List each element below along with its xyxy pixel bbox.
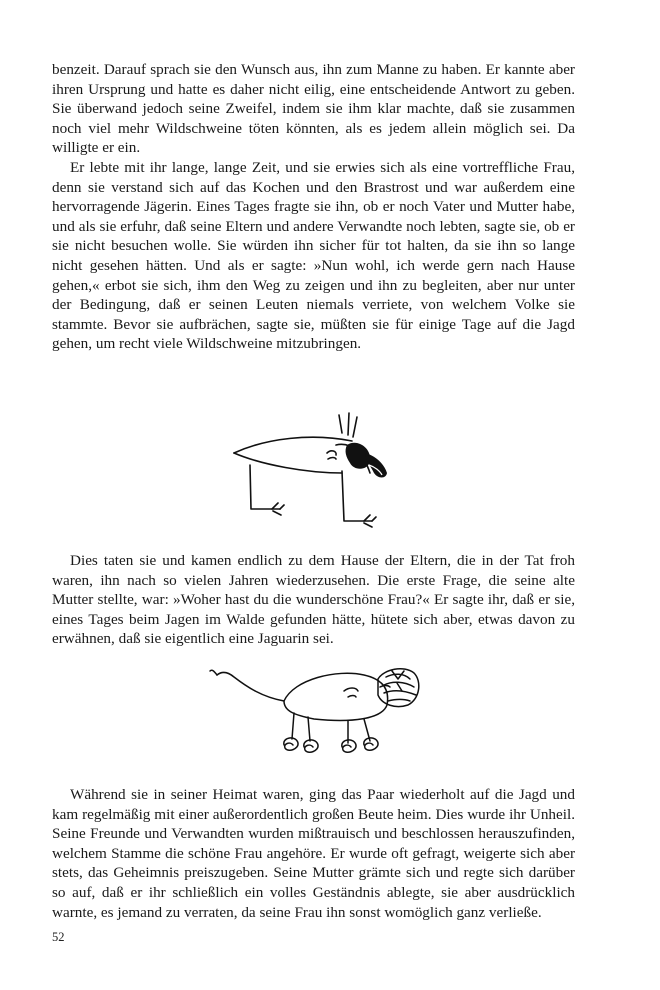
wild-boar-sketch-icon [52, 393, 575, 551]
page-number: 52 [52, 930, 65, 944]
paragraph-3: Dies taten sie und kamen endlich zu dem Hause der Eltern, die in der Tat froh waren, ihn nach so vielen Jahren wiederzusehen. Die erste Frage, die seine alte Mutter stellte, war: »Woher hast du die wunderschöne Frau?« Er sagte ihr, daß er sie, eines Tages beim Jagen im Walde gefunden hätte, hütete sich aber, etwas davon zu erwähnen, daß sie eigentlich eine Jaguarin sei. [52, 552, 575, 648]
jaguar-illustration [52, 649, 575, 785]
paragraph-2: Er lebte mit ihr lange, lange Zeit, und sie erwies sich als eine vortreffliche Frau, denn sie verstand sich auf das Kochen und den Brastrost und war außerdem eine hervorragende Jägerin. Eines Tages fragte sie ihn, ob er noch Vater und Mutter habe, und als sie erfuhr, daß seine Eltern und andere Verwandte noch lebten, sagte sie, ob er sie nicht besuchen wolle. Sie würden ihn sicher für tot halten, da sie ihn so lange nicht gesehen hätten. Und als er sagte: »Nun wohl, ich werde gern nach Hause gehen,« erbot sie sich, ihm den Weg zu zeigen und ihn zu begleiten, aber nur unter der Bedingung, daß er seinen Leuten niemals verriete, von welchem Volke sie stammte. Bevor sie aufbrächen, sagte sie, müßten sie für einige Tage auf die Jagd gehen, um recht viele Wildschweine mitzubringen. [52, 159, 575, 353]
wild-boar-illustration [52, 393, 575, 551]
paragraph-4: Während sie in seiner Heimat waren, ging das Paar wiederholt auf die Jagd und kam regelmäßig mit einer außerordentlich großen Beute heim. Dies wurde ihr Unheil. Seine Freunde und Verwandten wurden mißtrauisch und beschlossen herauszufinden, welchem Stamme die schöne Frau angehöre. Er wurde oft gefragt, weigerte sich aber stets, das Geheimnis preiszugeben. Seine Mutter grämte sich und regte sich darüber so auf, daß er ihr schließlich ein volles Geständnis ablegte, sie aber ausdrücklich warnte, es jemand zu verraten, da seine Frau ihn sonst womöglich ganz verließe. [52, 786, 575, 921]
page-body [52, 60, 575, 922]
paragraph-1: benzeit. Darauf sprach sie den Wunsch aus, ihn zum Manne zu haben. Er kannte aber ihren Ursprung und hatte es daher nicht eilig, eine entscheidende Antwort zu geben. Sie überwand jedoch seine Zweifel, indem sie ihm klar machte, daß sie zusammen noch viel mehr Wildschweine töten könnten, als es jedem allein möglich sei. Da willigte er ein. [52, 61, 575, 157]
jaguar-sketch-icon [52, 649, 575, 785]
